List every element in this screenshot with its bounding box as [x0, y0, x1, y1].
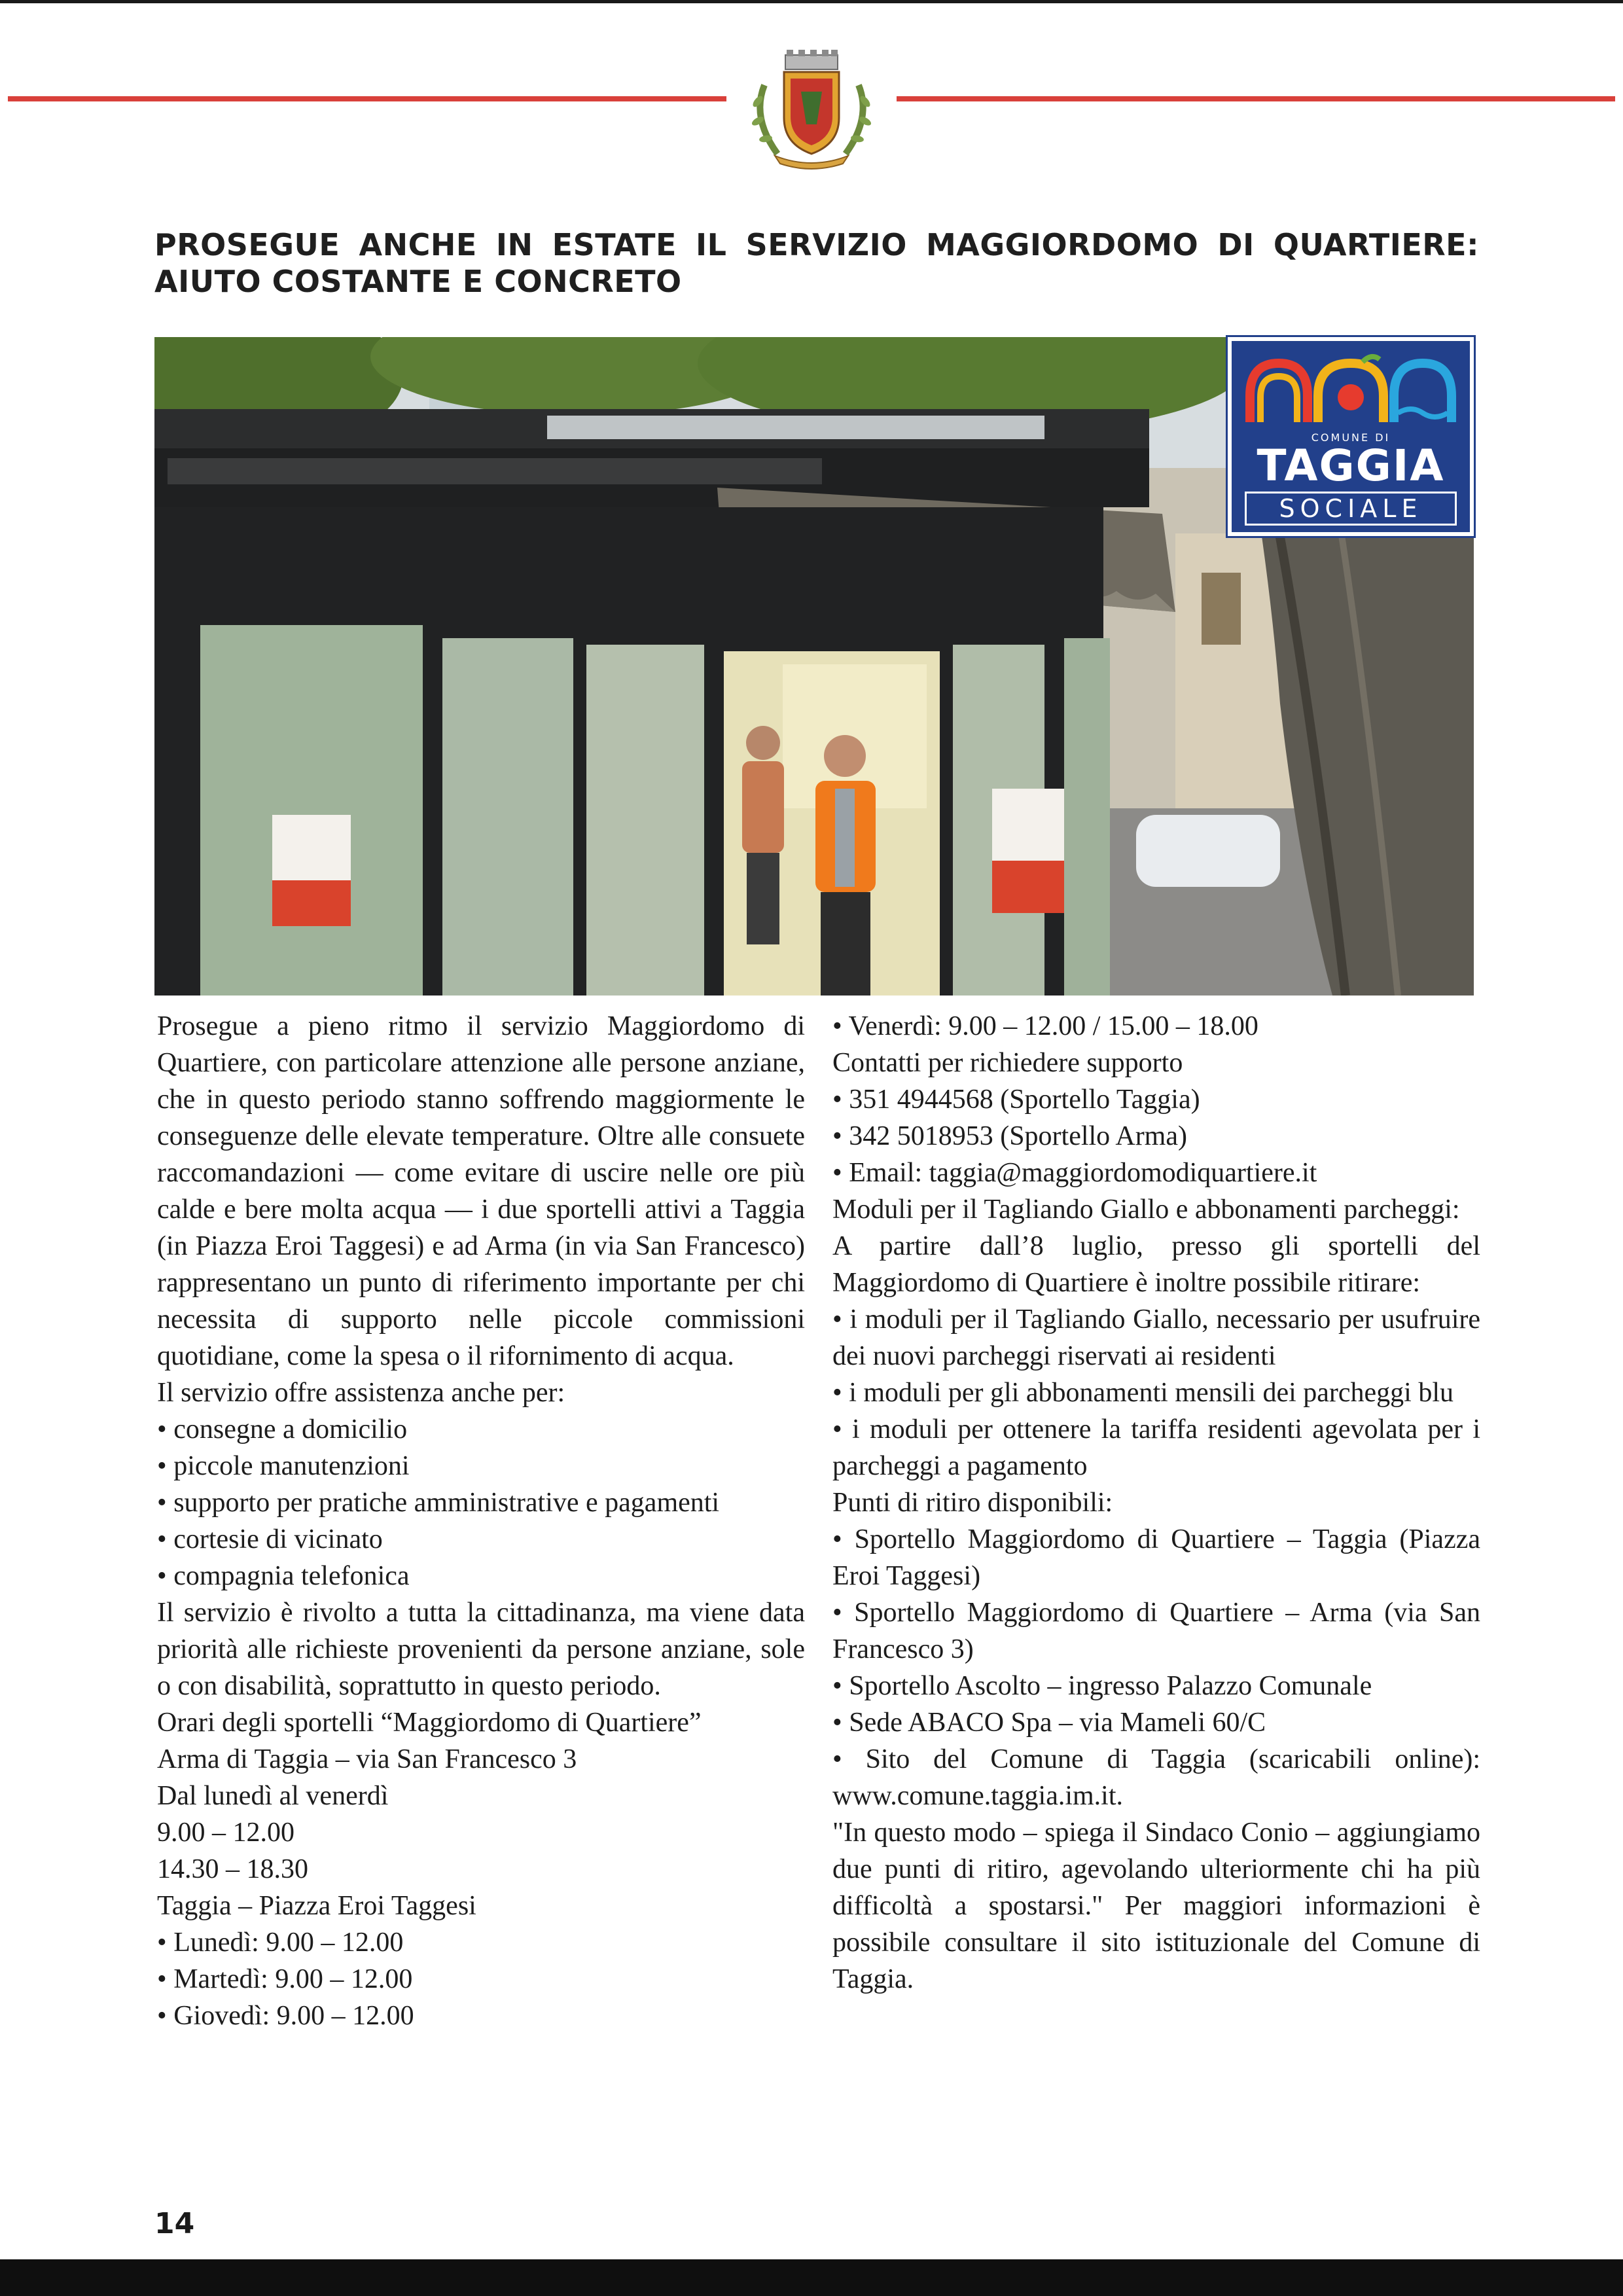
top-rule [0, 0, 1623, 3]
header-red-line-left [8, 96, 726, 101]
pickup-item: • Sportello Ascolto – ingresso Palazzo Comunale [832, 1671, 1372, 1701]
contact-item: • 342 5018953 (Sportello Arma) [832, 1121, 1187, 1151]
hours-days: Dal lunedì al venerdì [157, 1781, 389, 1811]
service-item: • compagnia telefonica [157, 1561, 410, 1591]
logo-taggia-text: TAGGIA [1257, 440, 1445, 491]
taggia-sociale-logo [1228, 337, 1474, 536]
forms-heading: Moduli per il Tagliando Giallo e abbonamenti parcheggi: [832, 1194, 1460, 1225]
hours-morning: 9.00 – 12.00 [157, 1818, 294, 1848]
forms-intro: A partire dall’8 luglio, presso gli sportelli del Maggiordomo di Quartiere è inoltre possibile ritirare: [832, 1231, 1480, 1298]
intro-paragraph: Prosegue a pieno ritmo il servizio Maggiordomo di Quartiere, con particolare attenzione alle persone anziane, che in questo periodo stanno soffrendo maggiormente le conseguenze delle elevate temperature. Oltre alle consuete raccomandazioni — come evitare di uscire nelle ore più calde e bere molta acqua — i due sportelli attivi a Taggia (in Piazza Eroi Taggesi) e ad Arma (in via San Francesco) rappresentano un punto di riferimento importante per chi necessita di supporto nelle piccole commissioni quotidiane, come la spesa o il rifornimento di acqua. [157, 1011, 805, 1371]
services-heading: Il servizio offre assistenza anche per: [157, 1378, 565, 1408]
article-left-column [157, 1008, 805, 2034]
pickup-item: • Sportello Maggiordomo di Quartiere – Arma (via San Francesco 3) [832, 1598, 1480, 1664]
form-item: • i moduli per il Tagliando Giallo, necessario per usufruire dei nuovi parcheggi riservati ai residenti [832, 1304, 1480, 1371]
service-item: • cortesie di vicinato [157, 1524, 383, 1554]
service-item: • piccole manutenzioni [157, 1451, 410, 1481]
mayor-quote: "In questo modo – spiega il Sindaco Conio – aggiungiamo due punti di ritiro, agevolando ulteriormente chi ha più difficoltà a spostarsi." Per maggiori informazioni è possibile consultare il sito istituzionale del Comune di Taggia. [832, 1818, 1480, 1994]
hours-heading: Orari degli sportelli “Maggiordomo di Quartiere” [157, 1708, 702, 1738]
hours-location-arma: Arma di Taggia – via San Francesco 3 [157, 1744, 577, 1774]
hours-location-taggia: Taggia – Piazza Eroi Taggesi [157, 1891, 476, 1921]
service-item: • consegne a domicilio [157, 1414, 408, 1444]
pickup-item: • Sportello Maggiordomo di Quartiere – Taggia (Piazza Eroi Taggesi) [832, 1524, 1480, 1591]
pickup-item-website: • Sito del Comune di Taggia (scaricabili online): www.comune.taggia.im.it. [832, 1744, 1480, 1811]
article-headline: PROSEGUE ANCHE IN ESTATE IL SERVIZIO MAGGIORDOMO DI QUARTIERE: AIUTO COSTANTE E CONCRETO [154, 227, 1479, 299]
contact-email: • Email: taggia@maggiordomodiquartiere.it [832, 1158, 1317, 1188]
header-red-line-right [897, 96, 1615, 101]
hours-item: • Giovedì: 9.00 – 12.00 [157, 2001, 414, 2031]
contacts-heading: Contatti per richiedere supporto [832, 1048, 1183, 1078]
hours-afternoon: 14.30 – 18.30 [157, 1854, 308, 1884]
contact-item: • 351 4944568 (Sportello Taggia) [832, 1085, 1200, 1115]
logo-sociale-text: SOCIALE [1245, 492, 1457, 526]
footer-bar [0, 2259, 1623, 2296]
article-right-column [832, 1008, 1480, 1998]
form-item: • i moduli per ottenere la tariffa residenti agevolata per i parcheggi a pagamento [832, 1414, 1480, 1481]
priority-paragraph: Il servizio è rivolto a tutta la cittadinanza, ma viene data priorità alle richieste provenienti da persone anziane, sole o con disabilità, soprattutto in questo periodo. [157, 1598, 805, 1701]
hours-item: • Lunedì: 9.00 – 12.00 [157, 1928, 404, 1958]
pickup-heading: Punti di ritiro disponibili: [832, 1488, 1113, 1518]
page-number: 14 [154, 2207, 195, 2240]
hours-item: • Martedì: 9.00 – 12.00 [157, 1964, 413, 1994]
municipal-crest-icon [738, 46, 885, 170]
form-item: • i moduli per gli abbonamenti mensili dei parcheggi blu [832, 1378, 1454, 1408]
hours-item: • Venerdì: 9.00 – 12.00 / 15.00 – 18.00 [832, 1011, 1258, 1041]
logo-comune-text: COMUNE DI [1311, 431, 1391, 444]
pickup-item: • Sede ABACO Spa – via Mameli 60/C [832, 1708, 1266, 1738]
logo-arches-icon [1241, 350, 1461, 429]
service-item: • supporto per pratiche amministrative e pagamenti [157, 1488, 720, 1518]
